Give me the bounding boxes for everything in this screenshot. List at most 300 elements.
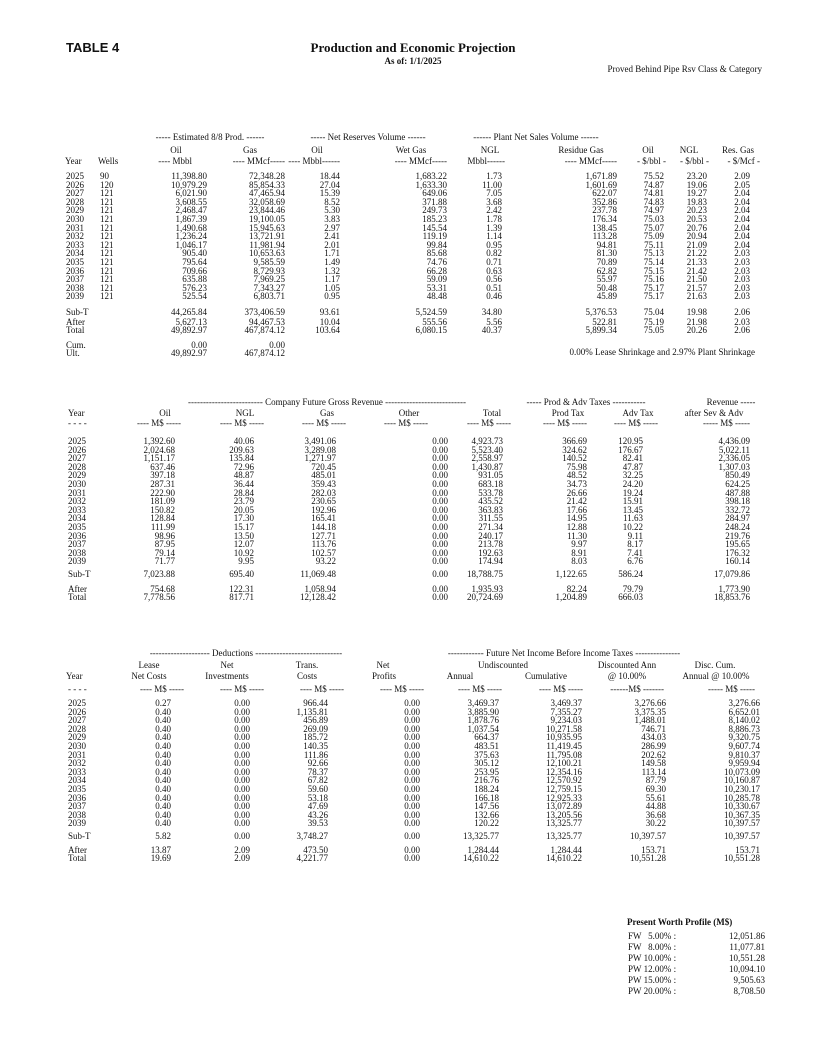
after-cell: 522.81	[592, 317, 617, 327]
table-cell: 74.83	[643, 196, 664, 207]
table-cell: 1.78	[486, 214, 502, 224]
table-cell: 2,558.97	[471, 453, 503, 464]
table-cell: 20.53	[686, 214, 707, 224]
table-cell: 121	[100, 231, 114, 242]
table-cell: 0.00	[432, 556, 448, 567]
total-cell: 666.03	[618, 592, 643, 602]
report-title: Production and Economic Projection	[310, 40, 516, 55]
table-cell: 174.94	[478, 556, 503, 567]
column-header: - - - -	[68, 418, 87, 428]
after-cell: 1,935.93	[471, 584, 503, 594]
after-cell: 153.71	[735, 845, 760, 855]
column-header: Gas	[243, 145, 257, 155]
subt-cell: 0.00	[234, 831, 250, 841]
table-cell: 6,652.01	[728, 706, 760, 717]
table-cell: 17.30	[233, 513, 254, 524]
table-cell: 176.67	[618, 444, 643, 455]
table-cell: 2038	[68, 547, 86, 558]
table-cell: 7.41	[627, 547, 643, 558]
table-cell: 9,607.74	[728, 741, 760, 751]
table-cell: 0.51	[486, 282, 502, 293]
table-cell: 1,867.39	[175, 214, 207, 224]
table-cell: 1.32	[324, 265, 340, 276]
table-cell: 2.04	[734, 205, 750, 216]
table-cell: 81.30	[596, 248, 617, 259]
column-header: Year	[68, 408, 85, 418]
table-cell: 0.00	[404, 732, 420, 743]
table-cell: 39.53	[307, 818, 328, 829]
column-header: ---- M$ -----	[137, 418, 181, 428]
total-cell: 103.64	[315, 325, 340, 335]
table-cell: 59.09	[426, 274, 447, 285]
table-cell: 0.40	[155, 801, 171, 812]
table-cell: 111.99	[150, 522, 175, 532]
table-cell: 2030	[68, 741, 86, 751]
table-cell: 70.89	[596, 257, 617, 267]
table-cell: 0.00	[432, 504, 448, 515]
table-cell: 149.58	[641, 758, 666, 769]
table-cell: 40.06	[233, 436, 254, 446]
column-header: Other	[398, 408, 420, 418]
cum-cell: Cum.	[66, 340, 86, 350]
table-cell: 102.57	[311, 547, 336, 558]
table-cell: 0.00	[432, 444, 448, 455]
table-cell: 622.07	[592, 188, 617, 199]
total-cell: 6,080.15	[415, 325, 447, 335]
table-cell: 2.42	[486, 205, 502, 216]
column-header: Profits	[371, 671, 396, 681]
table-cell: 282.03	[311, 487, 336, 498]
table-cell: 2033	[68, 766, 86, 777]
table-cell: 637.46	[150, 461, 175, 472]
table-cell: 1.71	[324, 248, 340, 259]
subt-cell: 75.04	[643, 307, 664, 317]
table-cell: 3,885.90	[467, 706, 499, 717]
subt-cell: 3,748.27	[296, 831, 328, 841]
table-cell: 324.62	[562, 444, 587, 455]
table-cell: 26.66	[566, 487, 587, 498]
table-cell: 8,886.73	[728, 723, 760, 734]
table-cell: 45.89	[596, 291, 617, 302]
subt-cell: 19.98	[686, 307, 707, 317]
table-cell: 92.66	[307, 758, 328, 769]
table-cell: 19.24	[622, 487, 643, 498]
table-cell: 1,430.87	[471, 461, 503, 472]
table-cell: 160.14	[725, 556, 750, 567]
table-cell: 0.40	[155, 758, 171, 769]
table-cell: 192.96	[311, 504, 336, 515]
table-cell: 67.82	[307, 775, 328, 786]
table-cell: 7,343.27	[253, 282, 285, 293]
table-cell: 0.00	[234, 732, 250, 743]
table-cell: 2035	[66, 257, 84, 267]
column-header: Gas	[320, 408, 334, 418]
after-cell: 21.98	[686, 317, 707, 327]
table-cell: 0.46	[486, 291, 502, 302]
table-cell: 9,320.75	[728, 732, 760, 743]
table-cell: 375.63	[474, 749, 499, 760]
table-cell: 15.39	[319, 188, 340, 199]
table-cell: 0.00	[404, 766, 420, 777]
table-cell: 4,923.73	[471, 436, 503, 446]
table-cell: 145.54	[422, 222, 447, 233]
table-cell: 0.56	[486, 274, 502, 285]
table-cell: 271.34	[478, 522, 503, 532]
table-cell: 2.09	[734, 171, 750, 181]
table-cell: 9,810.37	[728, 749, 760, 760]
subt-cell: 18,788.75	[467, 569, 503, 579]
table-cell: 62.82	[596, 265, 617, 276]
total-cell: 14,610.22	[546, 853, 582, 863]
after-cell: 0.00	[404, 845, 420, 855]
table-cell: 74.87	[643, 179, 664, 190]
column-header: Year	[66, 671, 83, 681]
table-cell: 119.19	[422, 231, 447, 242]
cum-cell: 0.00	[269, 340, 285, 350]
table-cell: 0.63	[486, 265, 502, 276]
table-cell: 2037	[66, 274, 84, 285]
column-header: NGL	[235, 408, 255, 418]
table-cell: 0.00	[234, 749, 250, 760]
table-cell: 13,721.91	[249, 231, 285, 242]
table-cell: 720.45	[311, 461, 336, 472]
table-cell: 6,021.90	[175, 188, 207, 199]
table-cell: 121	[100, 282, 114, 293]
table-cell: 1,878.76	[467, 715, 499, 726]
table-cell: 0.00	[234, 698, 250, 708]
table-cell: 2028	[66, 196, 84, 207]
table-cell: 10,367.35	[724, 809, 760, 820]
after-cell: 5.56	[486, 317, 502, 327]
column-header: ---- M$ -----	[384, 418, 428, 428]
table-cell: 3,469.37	[467, 698, 499, 708]
column-header: ---- M$ -----	[220, 418, 264, 428]
table-cell: 32,058.69	[249, 196, 285, 207]
group-header: Revenue -----	[706, 397, 756, 407]
table-cell: 9,959.94	[728, 758, 760, 769]
group-header: ------ Plant Net Sales Volume ------	[473, 132, 599, 142]
table-cell: 9.11	[627, 530, 643, 541]
table-cell: 2032	[66, 231, 84, 242]
table-cell: 4,436.09	[718, 436, 750, 446]
table-cell: 121	[100, 274, 114, 285]
table-cell: 7,355.27	[550, 706, 582, 717]
table-cell: 8.17	[627, 539, 643, 550]
column-header: ---- M$ -----	[458, 684, 502, 694]
table-cell: 2,468.47	[175, 205, 207, 216]
after-cell: 122.31	[229, 584, 254, 594]
table-cell: 28.84	[233, 487, 254, 498]
column-header: Year	[65, 156, 82, 166]
total-cell: Total	[68, 853, 87, 863]
column-header: after Sev & Adv	[684, 408, 744, 418]
subt-cell: 2.06	[734, 307, 750, 317]
column-header: Oil	[311, 145, 323, 155]
table-cell: 48.87	[233, 470, 254, 481]
table-cell: 0.40	[155, 715, 171, 726]
table-cell: 99.84	[426, 239, 447, 250]
table-cell: 966.44	[303, 698, 328, 708]
table-cell: 75.09	[643, 231, 664, 242]
ult-cell: 49,892.97	[171, 348, 207, 358]
table-cell: 248.24	[725, 522, 750, 532]
table-cell: 2038	[68, 809, 86, 820]
after-cell: After	[68, 584, 87, 594]
table-cell: 2.03	[734, 265, 750, 276]
pw-value: 11,077.81	[729, 942, 765, 952]
column-header: - $/bbl -	[680, 156, 709, 166]
table-cell: 0.40	[155, 723, 171, 734]
table-cell: 240.17	[478, 530, 503, 541]
table-cell: 75.52	[643, 171, 664, 181]
table-cell: 2.41	[324, 231, 340, 242]
table-cell: 144.18	[311, 522, 336, 532]
table-cell: 253.95	[474, 766, 499, 777]
table-cell: 85,854.33	[249, 179, 285, 190]
table-cell: 34.73	[566, 479, 587, 489]
after-cell: 1,773.90	[718, 584, 750, 594]
table-cell: 10,073.09	[724, 766, 760, 777]
column-header: ---- MMcf-----	[232, 156, 285, 166]
group-header: ------------------------- Company Future Gross Revenue ---------------------------	[187, 397, 467, 407]
table-cell: 2.97	[324, 222, 340, 233]
table-cell: 1,135.81	[296, 706, 328, 717]
table-cell: 0.40	[155, 766, 171, 777]
after-cell: 5,627.13	[175, 317, 207, 327]
table-cell: 3,276.66	[634, 698, 666, 708]
table-cell: 709.66	[182, 265, 207, 276]
table-cell: 0.00	[404, 741, 420, 751]
table-cell: 3.68	[486, 196, 502, 207]
table-cell: 2.03	[734, 282, 750, 293]
table-cell: 36.44	[233, 479, 254, 489]
subt-cell: 695.40	[229, 569, 254, 579]
table-cell: 2026	[68, 706, 86, 717]
column-header: ----- M$ -----	[703, 418, 750, 428]
total-cell: Total	[68, 592, 87, 602]
table-cell: 147.56	[474, 801, 499, 812]
table-cell: 150.82	[150, 504, 175, 515]
table-cell: 43.26	[307, 809, 328, 820]
table-cell: 11,419.45	[546, 741, 582, 751]
table-cell: 305.12	[474, 758, 499, 769]
column-header: ---- M$ -----	[380, 684, 424, 694]
subt-cell: 373,406.59	[244, 307, 285, 317]
column-header: ---- M$ -----	[543, 418, 587, 428]
subt-cell: 10,397.57	[630, 831, 666, 841]
table-cell: 635.88	[182, 274, 207, 285]
table-cell: 434.03	[641, 732, 666, 743]
table-cell: 12,570.92	[546, 775, 582, 786]
table-cell: 21.57	[686, 282, 707, 293]
pw-rate-label: PW 12.00% :	[628, 964, 677, 974]
table-cell: 15,945.63	[249, 222, 285, 233]
table-cell: 222.90	[150, 487, 175, 498]
table-cell: 664.37	[474, 732, 499, 743]
pw-value: 8,708.50	[733, 986, 765, 996]
table-cell: 113.28	[592, 231, 617, 242]
table-cell: 2025	[68, 698, 86, 708]
table-cell: 75.17	[643, 291, 664, 302]
pw-rate-label: FW 5.00% :	[628, 931, 677, 941]
table-cell: 10,397.57	[724, 818, 760, 829]
after-cell: 555.56	[422, 317, 447, 327]
total-cell: 2.06	[734, 325, 750, 335]
table-cell: 185.72	[303, 732, 328, 743]
table-cell: 2.04	[734, 214, 750, 224]
table-cell: 0.00	[234, 818, 250, 829]
table-cell: 53.31	[426, 282, 447, 293]
table-cell: 483.51	[474, 741, 499, 751]
column-header: Prod Tax	[551, 408, 585, 418]
table-cell: 24.20	[622, 479, 643, 489]
column-header: ---- M$ -----	[467, 418, 511, 428]
subt-cell: 11,069.48	[300, 569, 336, 579]
table-cell: 0.00	[432, 436, 448, 446]
total-cell: 0.00	[432, 592, 448, 602]
table-cell: 487.88	[725, 487, 750, 498]
total-cell: 18,853.76	[714, 592, 750, 602]
table-cell: 6.76	[627, 556, 643, 567]
table-cell: 1,046.17	[175, 239, 207, 250]
table-cell: 185.23	[422, 214, 447, 224]
table-cell: 0.40	[155, 784, 171, 794]
after-cell: After	[66, 317, 85, 327]
table-cell: 74.76	[426, 257, 447, 267]
table-cell: 0.00	[234, 706, 250, 717]
reserve-category: Proved Behind Pipe Rsv Class & Category	[607, 64, 762, 74]
table-cell: 47.69	[307, 801, 328, 812]
table-cell: 2031	[68, 487, 86, 498]
after-cell: 0.00	[432, 584, 448, 594]
table-cell: 2.03	[734, 291, 750, 302]
table-cell: 2034	[66, 248, 84, 259]
table-cell: 10,935.95	[546, 732, 582, 743]
table-cell: 8.03	[571, 556, 587, 567]
table-cell: 0.95	[486, 239, 502, 250]
total-cell: 1,204.89	[555, 592, 587, 602]
table-cell: 0.00	[234, 792, 250, 803]
table-cell: 2.03	[734, 248, 750, 259]
table-cell: 13,205.56	[546, 809, 582, 820]
table-cell: 121	[100, 248, 114, 259]
table-cell: 371.88	[422, 196, 447, 207]
table-cell: 2036	[68, 792, 86, 803]
table-cell: 0.00	[432, 496, 448, 507]
table-cell: 10,330.67	[724, 801, 760, 812]
table-cell: 209.63	[229, 444, 254, 455]
subt-cell: Sub-T	[68, 831, 91, 841]
table-cell: 75.98	[566, 461, 587, 472]
column-header: Annual	[446, 671, 474, 681]
table-cell: 120	[100, 179, 114, 190]
subt-cell: 5.82	[155, 831, 171, 841]
pw-rate-label: PW 20.00% :	[628, 986, 677, 996]
table-cell: 12,354.16	[546, 766, 582, 777]
table-cell: 176.32	[725, 547, 750, 558]
table-cell: 75.17	[643, 282, 664, 293]
column-header: NGL	[679, 145, 699, 155]
table-cell: 1,307.03	[718, 461, 750, 472]
table-cell: 0.00	[234, 741, 250, 751]
table-cell: 0.40	[155, 741, 171, 751]
column-header: ---- M$ -----	[614, 418, 658, 428]
column-header: Oil	[642, 145, 654, 155]
table-cell: 366.69	[562, 436, 587, 446]
table-cell: 533.78	[478, 487, 503, 498]
table-cell: 0.00	[432, 461, 448, 472]
table-cell: 2030	[68, 479, 86, 489]
after-cell: 2.09	[234, 845, 250, 855]
table-cell: 0.00	[234, 758, 250, 769]
table-cell: 363.83	[478, 504, 503, 515]
table-cell: 3,608.55	[175, 196, 207, 207]
table-cell: 1.05	[324, 282, 340, 293]
subt-cell: 44,265.84	[171, 307, 207, 317]
table-cell: 1,490.68	[175, 222, 207, 233]
table-cell: 237.78	[592, 205, 617, 216]
column-header: Total	[482, 408, 502, 418]
cum-cell: 0.00	[191, 340, 207, 350]
table-cell: 21.42	[566, 496, 587, 507]
table-cell: 166.18	[474, 792, 499, 803]
subt-cell: 13,325.77	[463, 831, 499, 841]
table-cell: 649.06	[422, 188, 447, 199]
column-header: Oil	[159, 408, 171, 418]
table-cell: 2029	[68, 470, 86, 481]
table-cell: 2034	[68, 775, 86, 786]
total-cell: 0.00	[404, 853, 420, 863]
group-header: ----- Net Reserves Volume ------	[310, 132, 426, 142]
table-cell: 93.22	[315, 556, 336, 567]
table-cell: 21.63	[686, 291, 707, 302]
table-cell: 795.64	[182, 257, 207, 267]
column-header: NGL	[480, 145, 500, 155]
table-cell: 0.00	[234, 809, 250, 820]
column-header: Oil	[170, 145, 182, 155]
table-cell: 17.66	[566, 504, 587, 515]
table-cell: 18.44	[319, 171, 340, 181]
table-cell: 2027	[66, 188, 84, 199]
table-cell: 32.25	[622, 470, 643, 481]
subt-cell: 13,325.77	[546, 831, 582, 841]
table-cell: 10,271.58	[546, 723, 582, 734]
column-header: Wells	[98, 156, 119, 166]
table-cell: 3,375.35	[634, 706, 666, 717]
pw-value: 10,551.28	[729, 953, 765, 963]
pw-rate-label: FW 8.00% :	[628, 942, 677, 952]
subt-cell: 34.80	[481, 307, 502, 317]
table-cell: 176.34	[592, 214, 617, 224]
table-cell: 23.20	[686, 171, 707, 181]
table-cell: 0.00	[432, 479, 448, 489]
table-cell: 13.45	[622, 504, 643, 515]
after-cell: 79.79	[622, 584, 643, 594]
subt-cell: 17,079.86	[714, 569, 750, 579]
subt-cell: 0.00	[404, 831, 420, 841]
table-cell: 121	[100, 196, 114, 207]
after-cell: 2.03	[734, 317, 750, 327]
table-cell: 21.33	[686, 257, 707, 267]
table-cell: 2037	[68, 539, 86, 550]
table-cell: 0.00	[234, 723, 250, 734]
ult-cell: Ult.	[66, 348, 80, 358]
table-cell: 1,236.24	[175, 231, 207, 242]
after-cell: 1,284.44	[467, 845, 499, 855]
after-cell: 1,284.44	[550, 845, 582, 855]
table-cell: 286.99	[641, 741, 666, 751]
table-cell: 11.30	[567, 530, 587, 541]
